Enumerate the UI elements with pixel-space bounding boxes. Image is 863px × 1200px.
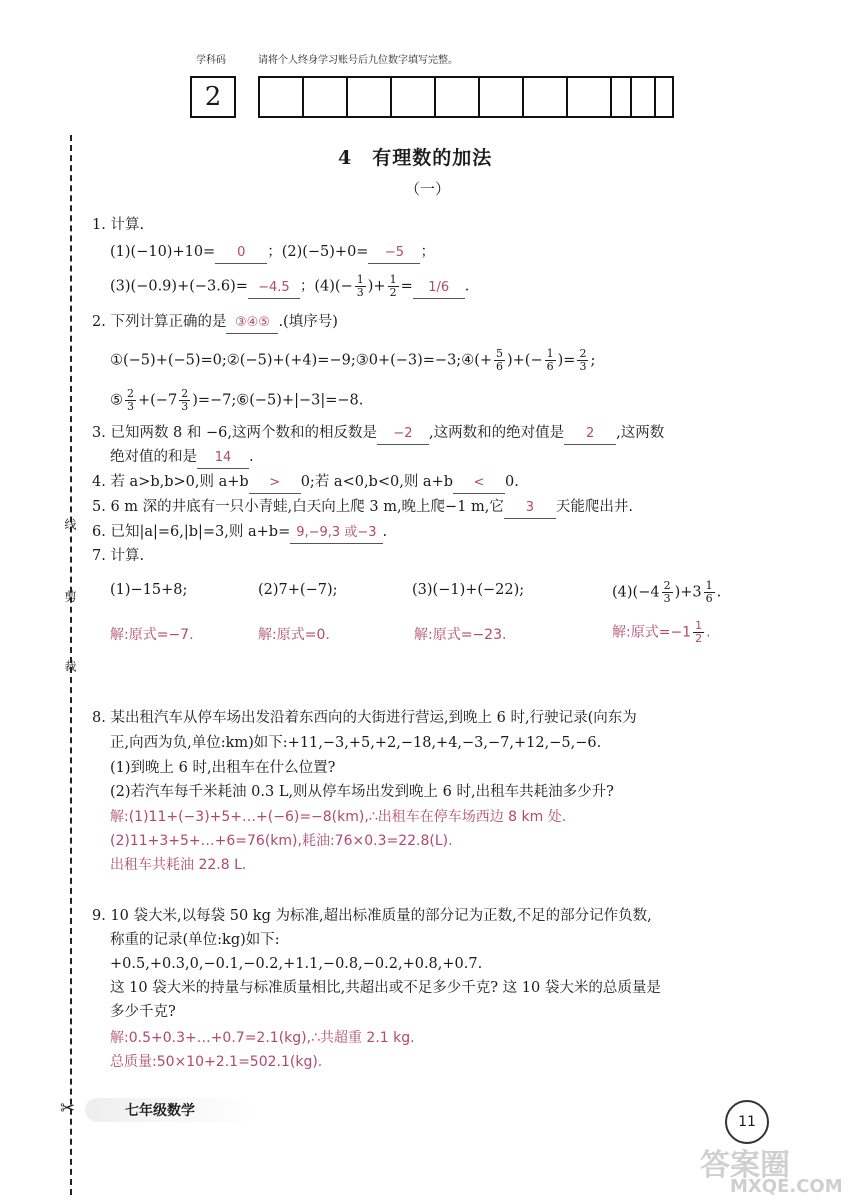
answer-blank[interactable]: ③④⑤ bbox=[226, 313, 278, 334]
q9-line2: 称重的记录(单位:kg)如下: bbox=[110, 932, 280, 948]
q9-line5: 多少千克? bbox=[110, 1004, 176, 1020]
q7-solution-2: 解:原式=0. bbox=[258, 627, 330, 643]
scissors-icon: ✂ bbox=[60, 1098, 76, 1119]
account-instruction: 请将个人终身学习账号后九位数字填写完整。 bbox=[258, 55, 458, 66]
account-digit-cell[interactable] bbox=[258, 76, 304, 118]
q5: 5. 6 m 深的井底有一只小青蛙,白天向上爬 3 m,晚上爬−1 m,它 3 天能爬出井. bbox=[92, 497, 633, 519]
q3-line1: 3. 已知两数 8 和 −6,这两个数和的相反数是 −2 ,这两数和的绝对值是 2 ,这两数 bbox=[92, 423, 664, 445]
cut-label-line: 线 bbox=[63, 518, 77, 530]
q7-solution-1: 解:原式=−7. bbox=[110, 627, 194, 643]
q2-options-2: ⑤ $\frac{2}{3}$ +(−7 $\frac{2}{3}$ )=−7;⑥(−5)+|−3|=−8. bbox=[110, 387, 364, 413]
q7-part2: (2)7+(−7); bbox=[258, 582, 338, 598]
q1-line2: (3)(−0.9)+(−3.6)= −4.5 ；(4)(− $\frac{1}{3}$ )+ $\frac{1}{2}$ = 1/6 . bbox=[110, 273, 470, 299]
q8-solution-3: 出租车共耗油 22.8 L. bbox=[110, 857, 247, 873]
subject-code-value: 2 bbox=[204, 82, 222, 112]
answer-blank[interactable]: 9,−9,3 或−3 bbox=[290, 523, 382, 544]
q3-line2: 绝对值的和是 14 . bbox=[110, 447, 254, 469]
book-title: 七年级数学 bbox=[125, 1103, 195, 1119]
account-digit-cell[interactable] bbox=[346, 76, 392, 118]
account-digit-cell[interactable] bbox=[302, 76, 348, 118]
answer-blank[interactable]: −4.5 bbox=[248, 278, 300, 299]
answer-blank[interactable]: < bbox=[453, 473, 505, 494]
answer-blank[interactable]: 2 bbox=[564, 424, 616, 445]
answer-blank[interactable]: 0 bbox=[215, 243, 267, 264]
page-title: 4 有理数的加法 bbox=[338, 147, 493, 169]
answer-blank[interactable]: > bbox=[249, 473, 301, 494]
cut-label-trim: 裁 bbox=[63, 660, 77, 672]
answer-blank[interactable]: 1/6 bbox=[413, 278, 465, 299]
account-digit-cell[interactable] bbox=[390, 76, 436, 118]
q8-line4: (2)若汽车每千米耗油 0.3 L,则从停车场出发到晚上 6 时,出租车共耗油多少升? bbox=[110, 784, 614, 800]
q9-line4: 这 10 袋大米的持量与标准质量相比,共超出或不足多少千克? 这 10 袋大米的总质量是 bbox=[110, 980, 661, 996]
q8-line3: (1)到晚上 6 时,出租车在什么位置? bbox=[110, 760, 336, 776]
subject-code-label: 学科码 bbox=[196, 55, 226, 66]
q8-solution-1: 解:(1)11+(−3)+5+…+(−6)=−8(km),∴出租车在停车场西边 8 km 处. bbox=[110, 809, 567, 825]
page-subtitle: （一） bbox=[405, 180, 451, 198]
q9-line1: 9. 10 袋大米,以每袋 50 kg 为标准,超出标准质量的部分记为正数,不足的部分记作负数, bbox=[92, 908, 652, 924]
cut-label-cut: 剪 bbox=[63, 590, 77, 602]
q7-part4: (4)(−4 $\frac{2}{3}$ )+3 $\frac{1}{6}$ . bbox=[612, 579, 722, 605]
q1-label: 1. 计算. bbox=[92, 217, 145, 233]
q7-label: 7. 计算. bbox=[92, 548, 145, 564]
account-digit-cell[interactable] bbox=[522, 76, 568, 118]
q9-line3: +0.5,+0.3,0,−0.1,−0.2,+1.1,−0.8,−0.2,+0.8,+0.7. bbox=[110, 956, 483, 972]
answer-blank[interactable]: 3 bbox=[504, 498, 556, 519]
q8-line1: 8. 某出租汽车从停车场出发沿着东西向的大街进行营运,到晚上 6 时,行驶记录(向东为 bbox=[92, 710, 637, 726]
page-number: 11 bbox=[725, 1100, 769, 1144]
subject-code-box bbox=[190, 76, 236, 118]
q2-options-1: ①(−5)+(−5)=0;②(−5)+(+4)=−9;③0+(−3)=−3;④(+ $\frac{5}{6}$ )+(− $\frac{1}{6}$ )= $\frac{2}{3}$ ; bbox=[110, 347, 596, 373]
watermark-url: MXQE.COM bbox=[730, 1176, 843, 1197]
account-digit-cell[interactable] bbox=[478, 76, 524, 118]
q4: 4. 若 a>b,b>0,则 a+b > 0;若 a<0,b<0,则 a+b < 0. bbox=[92, 472, 519, 494]
q7-solution-3: 解:原式=−23. bbox=[414, 627, 507, 643]
answer-blank[interactable]: 14 bbox=[197, 448, 249, 469]
q7-part3: (3)(−1)+(−22); bbox=[412, 582, 525, 598]
watermark-logo: 答案圈 bbox=[700, 1148, 790, 1183]
account-digit-cell[interactable] bbox=[566, 76, 612, 118]
q7-solution-4: 解:原式=−1 $\frac{1}{2}$ . bbox=[612, 619, 711, 645]
q1-line1: (1)(−10)+10= 0 ；(2)(−5)+0= −5 ； bbox=[110, 242, 435, 264]
account-digit-cell[interactable] bbox=[434, 76, 480, 118]
q7-part1: (1)−15+8; bbox=[110, 582, 188, 598]
q8-line2: 正,向西为负,单位:km)如下:+11,−3,+5,+2,−18,+4,−3,−7,+12,−5,−6. bbox=[110, 735, 602, 751]
q6: 6. 已知|a|=6,|b|=3,则 a+b= 9,−9,3 或−3 . bbox=[92, 522, 387, 544]
q2-question: 2. 下列计算正确的是 ③④⑤ .(填序号) bbox=[92, 312, 338, 334]
account-digit-cell[interactable] bbox=[630, 76, 674, 118]
q9-solution-2: 总质量:50×10+2.1=502.1(kg). bbox=[110, 1054, 323, 1070]
answer-blank[interactable]: −5 bbox=[368, 243, 420, 264]
q8-solution-2: (2)11+3+5+…+6=76(km),耗油:76×0.3=22.8(L). bbox=[110, 833, 453, 849]
q9-solution-1: 解:0.5+0.3+…+0.7=2.1(kg),∴共超重 2.1 kg. bbox=[110, 1030, 415, 1046]
answer-blank[interactable]: −2 bbox=[377, 424, 429, 445]
